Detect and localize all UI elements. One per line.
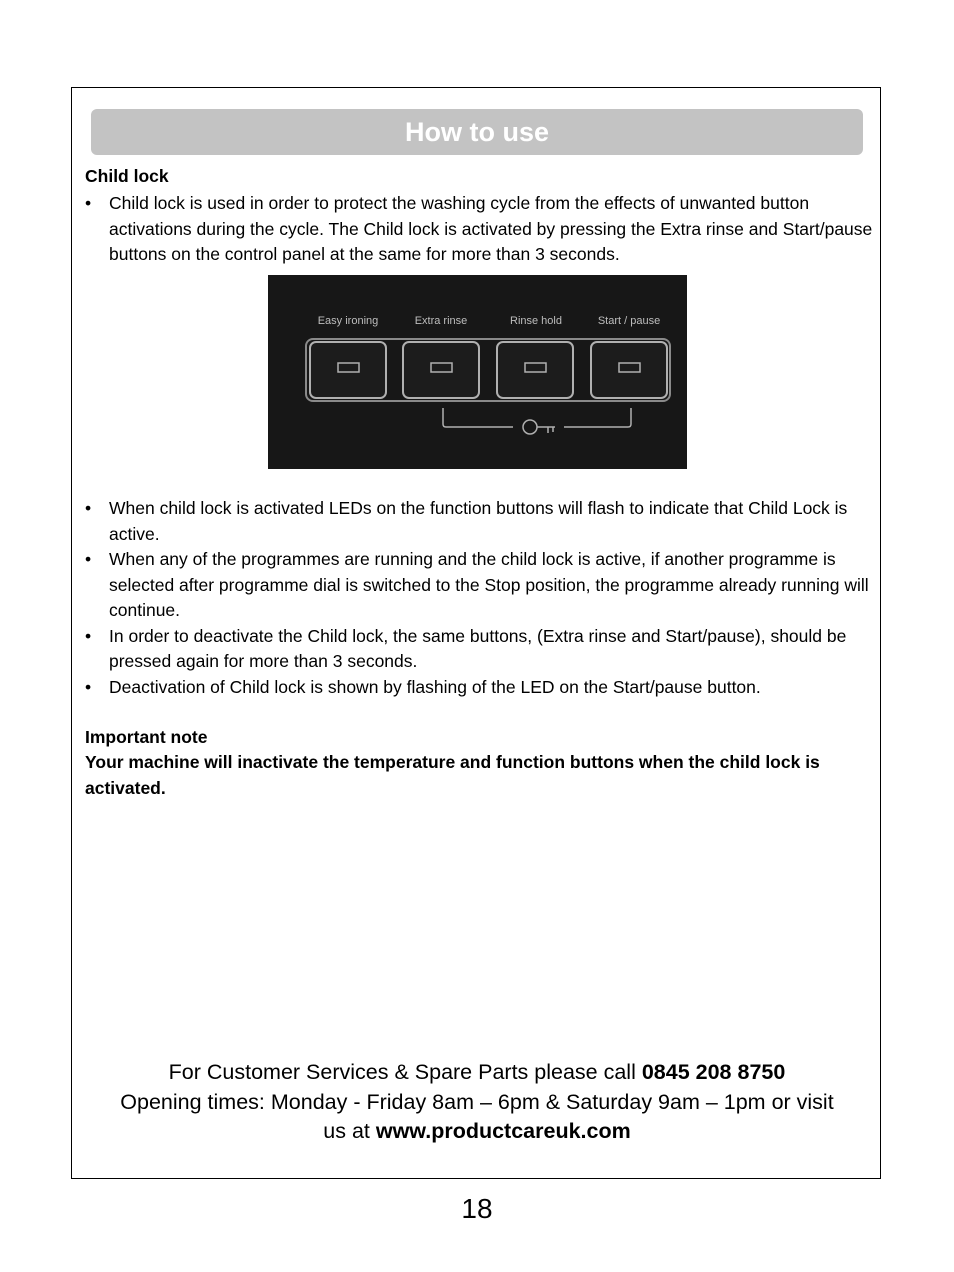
bullet-marker: • — [85, 549, 92, 569]
banner-title: How to use — [404, 116, 549, 147]
bullet-marker: • — [85, 193, 92, 213]
footer-call-text: For Customer Services & Spare Parts please call — [168, 1060, 642, 1084]
website-link[interactable]: www.productcareuk.com — [375, 1119, 631, 1143]
child-lock-heading: Child lock — [85, 166, 169, 186]
bullet-text: When child lock is activated LEDs on the function buttons will flash to indicate that Child Lock is active. — [109, 498, 848, 544]
bullet-text: In order to deactivate the Child lock, the same buttons, (Extra rinse and Start/pause), should be pressed again for more than 3 seconds. — [109, 625, 847, 671]
list-item — [85, 547, 875, 624]
customer-services-footer — [72, 1058, 882, 1147]
key-icon — [523, 420, 555, 434]
page-number: 18 — [461, 1193, 493, 1224]
important-note-text: Your machine will inactivate the temperature and function buttons when the child lock is activated. — [85, 752, 820, 798]
start-pause-button — [591, 342, 667, 398]
bullet-text: Deactivation of Child lock is shown by flashing of the LED on the Start/pause button. — [109, 676, 761, 697]
button-label-start-pause: Start / pause — [597, 315, 661, 327]
rinse-hold-button — [497, 342, 573, 398]
footer-visit-text: us at — [323, 1119, 376, 1143]
bullet-marker: • — [85, 625, 92, 646]
section-banner — [91, 109, 863, 155]
control-panel-image — [268, 275, 687, 469]
list-item — [85, 191, 875, 268]
important-note-heading: Important note — [85, 727, 208, 747]
footer-line-2: Opening times: Monday - Friday 8am – 6pm & Saturday 9am – 1pm or visit — [120, 1089, 834, 1114]
list-item — [85, 624, 875, 675]
button-label-extra-rinse: Extra rinse — [414, 315, 468, 327]
bullet-text: Child lock is used in order to protect the washing cycle from the effects of unwanted button activations during the cycle. The Child lock is activated by pressing the Extra rinse and Start/pause buttons on the control panel at the same for more than 3 seconds. — [109, 193, 873, 264]
list-item — [85, 675, 875, 701]
details-list — [85, 496, 875, 700]
bullet-marker: • — [85, 498, 92, 518]
button-label-rinse-hold: Rinse hold — [510, 315, 562, 327]
phone-number: 0845 208 8750 — [641, 1060, 786, 1084]
bullet-text: When any of the programmes are running and the child lock is active, if another programme is selected after programme dial is switched to the Stop position, the programme already running will continue. — [109, 549, 869, 620]
button-label-easy-ironing: Easy ironing — [317, 315, 379, 327]
footer-line-3 — [72, 1117, 882, 1147]
list-item — [85, 496, 875, 547]
intro-list — [85, 191, 875, 268]
footer-line-1 — [72, 1058, 882, 1088]
extra-rinse-button — [403, 342, 479, 398]
easy-ironing-button — [310, 342, 386, 398]
bullet-marker: • — [85, 676, 92, 697]
